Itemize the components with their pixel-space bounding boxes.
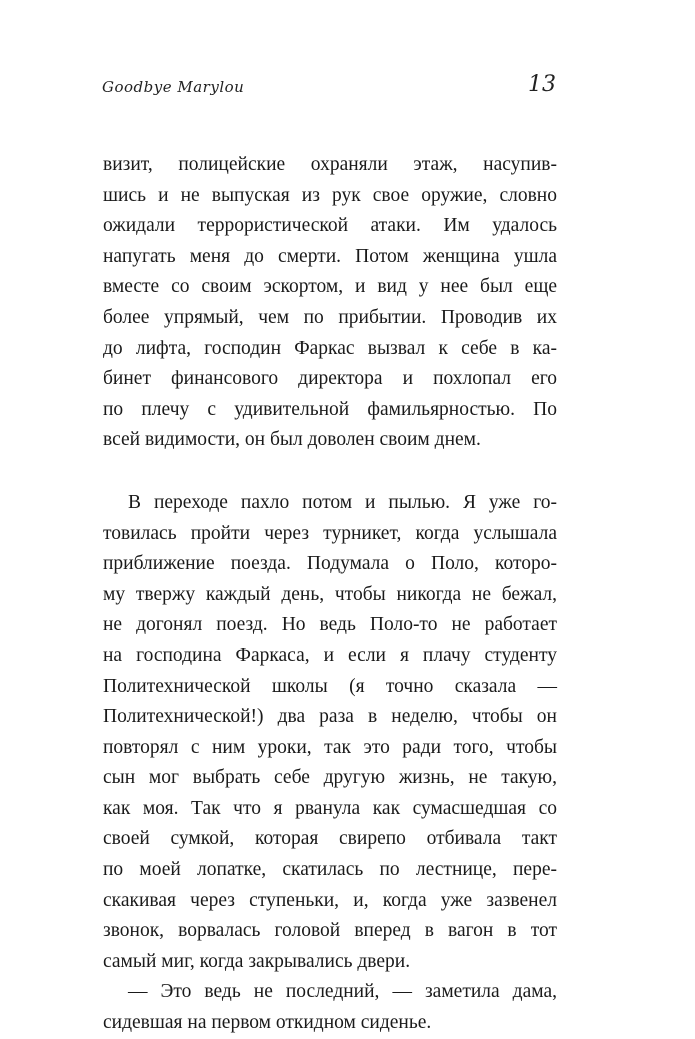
text-line: скакивая через ступеньки, и, когда уже зазвенел	[103, 889, 557, 911]
paragraph-3	[103, 977, 557, 1038]
running-title: Goodbye Marylou	[102, 78, 245, 96]
text-line: Политехнической школы (я точно сказала —	[103, 675, 557, 697]
paragraph-1	[103, 150, 557, 456]
text-line: своей сумкой, которая свирепо отбивала такт	[103, 828, 557, 850]
page-number: 13	[528, 72, 556, 97]
text-line: не догонял поезд. Но ведь Поло-то не работает	[103, 614, 557, 636]
text-line: товилась пройти через турникет, когда услышала	[103, 522, 557, 544]
paragraph-2	[103, 488, 557, 978]
text-line: Политехнической!) два раза в неделю, чтобы он	[103, 706, 557, 728]
text-line: по моей лопатке, скатилась по лестнице, пере-	[103, 859, 557, 881]
text-line: повторял с ним уроки, так это ради того, чтобы	[103, 736, 557, 758]
text-line: по плечу с удивительной фамильярностью. По	[103, 398, 557, 420]
text-line: на господина Фаркаса, и если я плачу студенту	[103, 644, 557, 666]
text-line: сидевшая на первом откидном сиденье.	[103, 1012, 432, 1034]
text-line: самый миг, когда закрывались двери.	[103, 950, 411, 972]
paragraph-gap	[103, 456, 557, 488]
text-line: бинет финансового директора и похлопал его	[103, 368, 557, 390]
text-line: сын мог выбрать себе другую жизнь, не такую,	[103, 767, 557, 789]
text-line: звонок, ворвалась головой вперед в вагон в тот	[103, 920, 557, 942]
text-line: визит, полицейские охраняли этаж, насупив-	[103, 154, 557, 175]
text-line: В переходе пахло потом и пылью. Я уже го-	[128, 491, 557, 513]
text-line: до лифта, господин Фаркас вызвал к себе в ка-	[103, 337, 557, 359]
text-line: приближение поезда. Подумала о Поло, которо-	[103, 553, 557, 575]
body-text	[103, 150, 557, 1039]
text-line: ожидали террористической атаки. Им удалось	[103, 215, 557, 237]
text-line: му твержу каждый день, чтобы никогда не бежал,	[103, 583, 557, 605]
text-line: — Это ведь не последний, — заметила дама,	[128, 981, 557, 1003]
text-line: напугать меня до смерти. Потом женщина ушла	[103, 245, 557, 267]
text-line: шись и не выпуская из рук свое оружие, словно	[103, 184, 557, 206]
text-line: всей видимости, он был доволен своим днем.	[103, 429, 481, 451]
text-line: более упрямый, чем по прибытии. Проводив их	[103, 306, 557, 328]
text-line: вместе со своим эскортом, и вид у нее был еще	[103, 276, 557, 298]
text-line: как моя. Так что я рванула как сумасшедшая со	[103, 797, 557, 819]
